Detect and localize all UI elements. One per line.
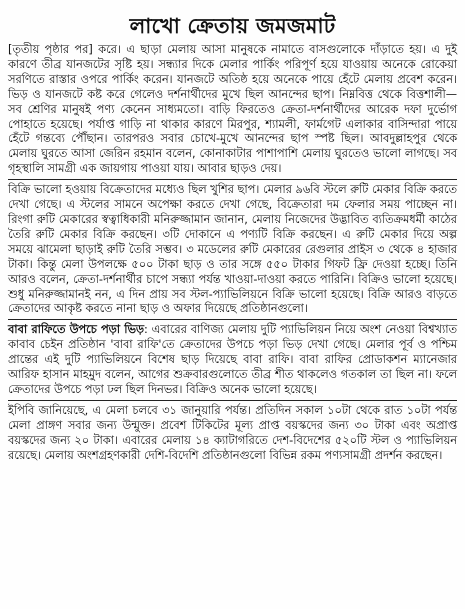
section-divider [8,400,457,401]
article-paragraph-4 [8,404,457,464]
article-headline: লাখো ক্রেতায় জমজমাট [129,13,336,38]
section-divider [8,319,457,320]
paragraph-text: : এবারের বাণিজ্য মেলায় দুটি প্যাভিলিয়ন নিয়ে অংশ নেওয়া বিশ্বখ্যাত কাবাব চেইন প্রতিষ্ঠান 'বাবা রাফি'তে ক্রেতাদের উপচে পড়া ভিড় দেখা গেছে। মেলার পূর্ব ও পশ্চিম প্রান্তের এই দুটি প্যাভিলিয়নে বিশেষ ছাড় দিয়েছে বাবা রাফি। বাবা রাফির প্রোডাকশন ম্যানেজার আরিফ হাসান মাহমুদ বলেন, আগের শুক্রবারগুলোতে তীব্র শীত থাকলেও গতকাল তা ছিল না। ফলে ক্রেতাদের উপচে পড়া ঢল ছিল দিনভর। বিক্রিও অনেক ভালো হয়েছে। [8,323,457,396]
article-paragraph-2 [8,183,457,317]
article-paragraph-3 [8,323,457,398]
article-paragraph-1 [8,43,457,177]
section-divider [8,179,457,180]
continuation-tag: [তৃতীয় পৃষ্ঠার পর] [8,43,93,56]
subheading: বাবা রাফিতে উপচে পড়া ভিড় [8,323,144,337]
paragraph-text: ইপিবি জানিয়েছে, এ মেলা চলবে ৩১ জানুয়ারি পর্যন্ত। প্রতিদিন সকাল ১০টা থেকে রাত ১০টা পর্যন্ত মেলা প্রাঙ্গণ সবার জন্য উন্মুক্ত। প্রবেশ টিকিটের মূল্য প্রাপ্ত বয়স্কদের জন্য ৩০ টাকা এবং অপ্রাপ্ত বয়স্কদের জন্য ২০ টাকা। এবারের মেলায় ১৪ ক্যাটাগরিতে দেশ-বিদেশের ৫২০টি স্টল ও প্যাভিলিয়ন রয়েছে। মেলায় অংশগ্রহণকারী দেশি-বিদেশি প্রতিষ্ঠানগুলো বিভিন্ন রকম পণ্যসামগ্রী প্রদর্শন করছেন। [8,403,457,462]
paragraph-text: বিক্রি ভালো হওয়ায় বিক্রেতাদের মধ্যেও ছিল খুশির ছাপ। মেলার ৯৬বি স্টলে রুটি মেকার বিক্রি করতে দেখা গেছে। এ স্টলের সামনে অপেক্ষা করতে দেখা গেছে, বিক্রেতারা দম ফেলার সময় পাচ্ছেন না। রিংগা রুটি মেকারের স্বত্বাধিকারী মনিরুজ্জামান জানান, মেলায় নিজেদের উদ্ভাবিত ব্যতিক্রমধর্মী কাঠের তৈরি রুটি মেকার বিক্রি করছেন। ৩টি দোকানে এ পণ্যটি বিক্রি করছেন। এ রুটি মেকার দিয়ে অল্প সময়ে ঝামেলা ছাড়াই রুটি তৈরি সম্ভব। ৩ মডেলের রুটি মেকারের রেগুলার প্রাইস ৩ থেকে ৪ হাজার টাকা। কিন্তু মেলা উপলক্ষে ৫০০ টাকা ছাড় ও তার সঙ্গে ৫৫০ টাকার গিফট ফ্রি দেওয়া হচ্ছে। তিনি আরও বলেন, ক্রেতা-দর্শনার্থীর চাপে সন্ধ্যা পর্যন্ত খাওয়া-দাওয়া করতে পারিনি। বিক্রিও ভালো হয়েছে। শুধু মনিরুজ্জামানই নন, এ দিন প্রায় সব স্টল-প্যাভিলিয়নে বিক্রি ভালো হয়েছে। বিক্রি আরও বাড়তে ক্রেতাদের আকৃষ্ট করতে নানা ছাড় ও অফার দিয়েছে প্রতিষ্ঠানগুলো। [8,183,457,316]
paragraph-text: করে। এ ছাড়া মেলায় আসা মানুষকে নামাতে বাসগুলোকে দাঁড়াতে হয়। এ দুই কারণে তীব্র যানজটের সৃষ্টি হয়। সন্ধ্যার দিকে মেলার পার্কিং পরিপূর্ণ হয়ে যাওয়ায় অনেকে রোকেয়া সরণিতে রাস্তার ওপরে পার্কিং করেন। যানজটে অতিষ্ঠ হয়ে অনেকে পায়ে হেঁটে মেলায় প্রবেশ করেন। ভিড় ও যানজটে কষ্ট করে গেলেও দর্শনার্থীদের মুখে ছিল আনন্দের ছাপ। নিম্নবিত্ত থেকে বিত্তশালী—সব শ্রেণির মানুষই পণ্য কেনেন সাধ্যমতো। বাড়ি ফিরতেও ক্রেতা-দর্শনার্থীদের আরেক দফা দুর্ভোগ পোহাতে হয়েছে। পর্যাপ্ত গাড়ি না থাকার কারণে মিরপুর, শ্যামলী, ফার্মগেট এলাকার বাসিন্দারা পায়ে হেঁটে গন্তব্যে পৌঁছান। তারপরও সবার চোখে-মুখে আনন্দের ছাপ স্পষ্ট ছিল। আবদুল্লাহপুর থেকে মেলায় ঘুরতে আসা জেরিন রহমান বলেন, কোনাকাটার পাশাপাশি মেলায় ঘুরতেও ভালো লাগছে। সব গৃহস্থালি সামগ্রী এক জায়গায় পাওয়া যায়। আবার ছাড়ও দেয়। [8,43,457,176]
